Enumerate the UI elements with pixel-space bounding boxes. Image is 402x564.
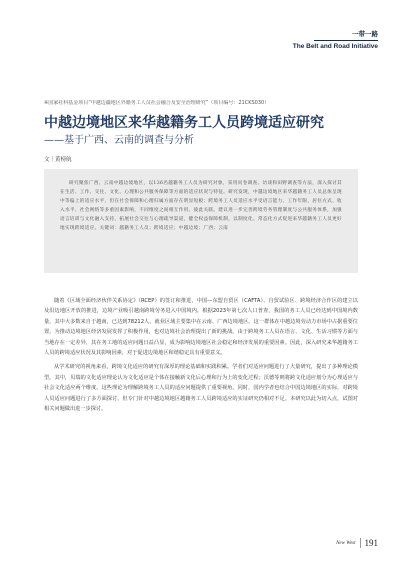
footer-divider bbox=[360, 538, 361, 548]
abstract-box bbox=[44, 169, 358, 273]
page-footer bbox=[336, 538, 378, 548]
article-subtitle: ——基于广西、云南的调查与分析 bbox=[44, 135, 194, 146]
body-paragraph-1: 随着《区域全面经济伙伴关系协定》（RCEP）的签订和推进，中国—东盟自贸区（CAFTA）、自贸试验区、跨境经济合作区的建立以及沿边地区开放的推进，边境产业吸引越南跨境劳务进入中国境内。根据2023年第七次人口普查，我国的务工人员已经达到中国境内数量，其中大多数来自于越南，已达到78212人，就业区域主要集中在云南、广西边境地区。这一群体在中越边境劳动力市场中占据重要位置，为推动边境地区经济发展发挥了积极作用，也对边境社会治理提出了新的挑战。由于跨境务工人员在语言、文化、生活习惯等方面与当地存在一定差异，其在务工地的适应问题日益凸显，成为影响边境地区社会稳定和经济发展的重要因素。因此，深入研究来华越籍务工人员的跨境适应状况及其影响因素，对于促进边境地区和谐稳定具有重要意义。 bbox=[44, 298, 358, 357]
author-line: 文｜黄榜航 bbox=[44, 157, 72, 163]
magazine-name: New West bbox=[336, 540, 356, 546]
abstract-text: 研究聚焦广西、云南中越边境地区，以136名越籍务工人员为研究对象，采用问卷调查、访谈和田野调查等方法，深入探讨其在生活、工作、交往、文化、心理和公共服务保障等方面的适应状况与特征。研究发现，中越边境地区来华越籍务工人员总体呈现中等偏上的适应水平，但在社会保障和心理归属方面存在明显短板；跨境务工人员适应水平受语言能力、工作年限、居住方式、收入水平、社会网络等多重因素影响，不同维度之间相互作用、彼此关联。建议进一步完善跨境劳务管理制度与公共服务体系，加强语言培训与文化融入支持，拓展社会交往与心理疏导渠道，健全权益保障机制，以制度化、常态化方式促进来华越籍务工人员更好地实现跨境适应。关键词：越籍务工人员；跨境适应；中越边境；广西；云南 bbox=[60, 181, 342, 231]
header-rule bbox=[314, 40, 378, 41]
body-paragraph-2: 从学术研究的视角来看，跨境文化适应的研究有深厚的理论基础和实践积累。学者们对适应问题进行了大量研究，提出了多种理论模型。其中，贝瑞的文化适应理论认为文化适应是个体在接触新文化后心理和行为上的变化过程；沃德等则将跨文化适应划分为心理适应与社会文化适应两个维度。这些理论为理解跨境务工人员的适应问题提供了重要视角。同时，国内学者也结合中国边境地区的实际，对跨境人员适应问题进行了多方面探讨，但专门针对中越边境地区越籍务工人员跨境适应的实证研究仍相对不足。本研究以此为切入点，试图对相关问题做出进一步探讨。 bbox=[44, 364, 358, 413]
section-title-english: The Belt and Road Initiative bbox=[292, 43, 378, 50]
page-number: 191 bbox=[364, 538, 378, 548]
article-title: 中越边境地区来华越籍务工人员跨境适应研究 bbox=[44, 115, 324, 131]
article-body bbox=[44, 296, 358, 414]
fund-note: ※国家社科基金项目“中越边疆地区外籍务工人员社会融合及安全治理研究”（项目编号：21CKS030） bbox=[44, 100, 270, 106]
section-title-chinese: 一带一路 bbox=[352, 30, 378, 38]
section-header bbox=[293, 30, 378, 51]
